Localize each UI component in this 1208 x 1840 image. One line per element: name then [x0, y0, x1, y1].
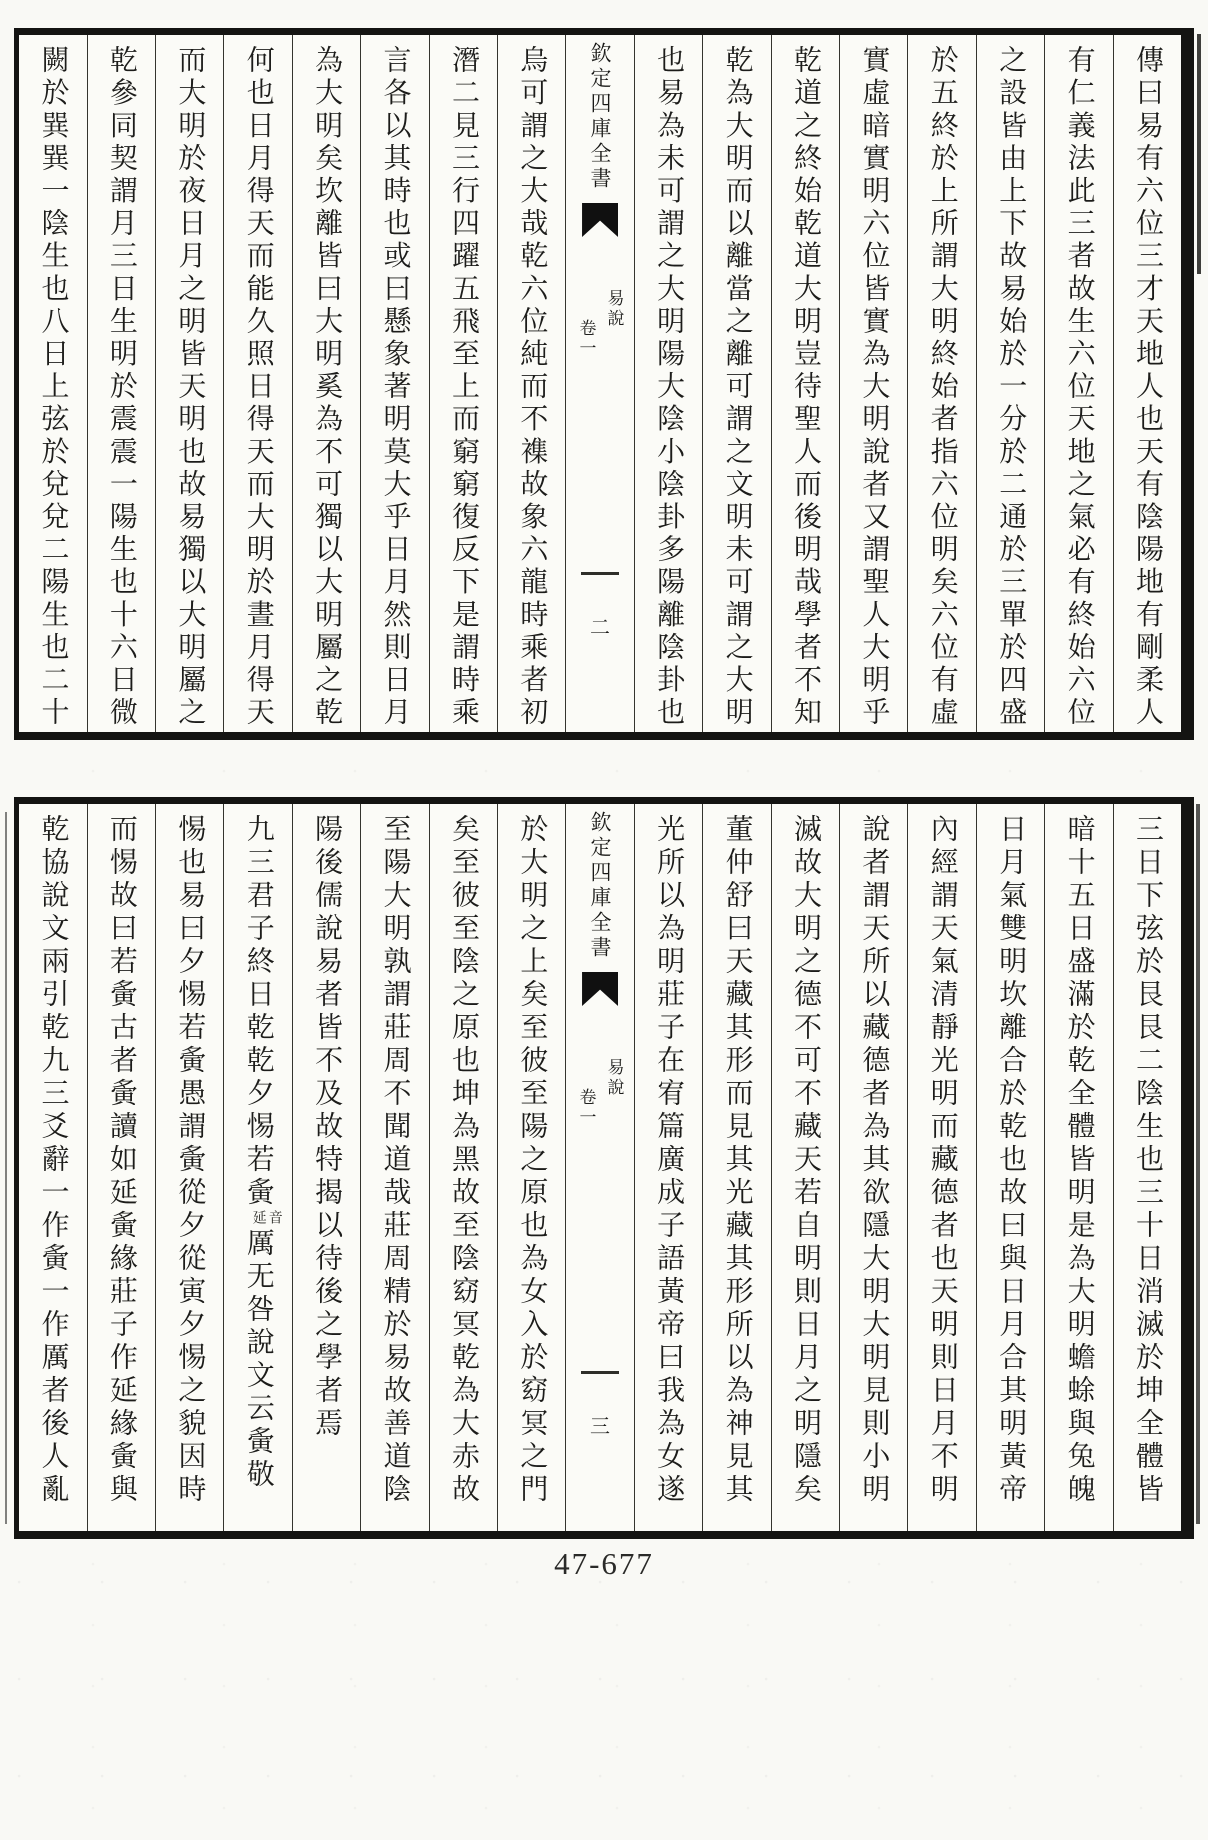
text-column	[88, 804, 156, 1531]
columns-container-lower	[19, 804, 1181, 1531]
text-column	[430, 35, 498, 732]
column-text: 於五終於上所謂大明終始者指六位明矣六位有虛	[926, 45, 960, 730]
text-column	[840, 35, 908, 732]
text-column	[772, 804, 840, 1531]
banxin-book-juan	[574, 289, 627, 359]
scan-artifact	[5, 812, 7, 1524]
column-text: 陽後儒說易者皆不及故特揭以待後之學者焉	[311, 814, 345, 1441]
column-text: 至陽大明孰謂莊周不聞道哉莊周精於易故善道陰	[379, 814, 413, 1507]
text-column	[908, 35, 976, 732]
column-text: 內經謂天氣清靜光明而藏德者也天明則日月不明	[926, 814, 960, 1507]
column-text: 有仁義法此三者故生六位天地之氣必有終始六位	[1063, 45, 1097, 730]
column-text: 為大明矣坎離皆曰大明奚為不可獨以大明屬之乾	[311, 45, 345, 730]
text-column	[224, 804, 292, 1531]
column-text: 日月氣雙明坎離合於乾也故曰與日月合其明黃帝	[995, 814, 1029, 1507]
page-block-upper	[14, 28, 1194, 740]
column-text: 乾參同契謂月三日生明於震震一陽生也十六日微	[105, 45, 139, 730]
column-text: 實虛暗實明六位皆實為大明說者又謂聖人大明乎	[858, 45, 892, 730]
column-text: 言各以其時也或曰懸象著明莫大乎日月然則日月	[379, 45, 413, 730]
text-column	[635, 35, 703, 732]
column-text: 乾協說文兩引乾九三爻辭一作夤一作厲者後人亂	[37, 814, 71, 1507]
column-text: 也易為未可謂之大明陽大陰小陰卦多陽離陰卦也	[653, 45, 687, 730]
text-column	[498, 804, 566, 1531]
fishtail-ornament	[582, 972, 618, 1006]
column-text: 滅故大明之德不可不藏天若自明則日月之明隱矣	[789, 814, 823, 1507]
text-column	[19, 35, 87, 732]
column-text: 董仲舒曰天藏其形而見其光藏其形所以為神見其	[721, 814, 755, 1507]
column-text: 闕於巽巽一陰生也八日上弦於兌兌二陽生也二十	[37, 45, 71, 730]
banxin-juan-label: 卷一	[575, 1088, 596, 1128]
folio-number: 47-677	[554, 1546, 654, 1581]
text-column	[361, 804, 429, 1531]
column-text: 暗十五日盛滿於乾全體皆明是為大明蟾蜍與兔魄	[1063, 814, 1097, 1507]
text-column	[703, 35, 771, 732]
text-column	[772, 35, 840, 732]
column-text: 九三君子終日乾乾夕惕若夤	[242, 814, 276, 1210]
text-column	[1045, 804, 1113, 1531]
text-column	[156, 804, 224, 1531]
text-column	[703, 804, 771, 1531]
text-column	[840, 804, 908, 1531]
column-text: 之設皆由上下故易始於一分於二通於三單於四盛	[995, 45, 1029, 730]
column-text: 光所以為明莊子在宥篇廣成子語黃帝曰我為女遂	[653, 814, 687, 1507]
text-column	[19, 804, 87, 1531]
banxin-leaf-number: 三	[590, 1414, 611, 1438]
column-text: 乾道之終始乾道大明豈待聖人而後明哉學者不知	[789, 45, 823, 730]
column-text: 矣至彼至陰之原也坤為黑故至陰窈冥乾為大赤故	[447, 814, 481, 1507]
text-column	[293, 35, 361, 732]
scan-artifact	[1196, 804, 1200, 1524]
scan-artifact	[1197, 34, 1201, 274]
column-text: 傳曰易有六位三才天地人也天有陰陽地有剛柔人	[1132, 45, 1165, 730]
column-text: 潛二見三行四躍五飛至上而窮窮復反下是謂時乘	[447, 45, 481, 730]
banxin-divider	[581, 572, 619, 575]
column-text: 說者謂天所以藏德者為其欲隱大明大明見則小明	[858, 814, 892, 1507]
banxin-series-title: 欽定四庫全書	[588, 42, 613, 192]
text-column	[635, 804, 703, 1531]
column-text: 於大明之上矣至彼至陽之原也為女入於窈冥之門	[516, 814, 550, 1507]
column-text: 而惕故曰若夤古者夤讀如延夤緣莊子作延緣夤與	[105, 814, 139, 1507]
text-column	[293, 804, 361, 1531]
banxin-column	[566, 35, 634, 732]
column-text-continued: 厲无咎說文云夤敬	[242, 1228, 276, 1492]
text-column	[498, 35, 566, 732]
text-column	[1114, 35, 1181, 732]
column-text: 何也日月得天而能久照日得天而大明於晝月得天	[242, 45, 276, 730]
banxin-divider	[581, 1371, 619, 1374]
fishtail-ornament	[582, 203, 618, 237]
column-text: 烏可謂之大哉乾六位純而不襍故象六龍時乘者初	[516, 45, 550, 730]
column-text: 而大明於夜日月之明皆天明也故易獨以大明屬之	[174, 45, 208, 730]
column-text: 三日下弦於艮艮二陰生也三十日消滅於坤全體皆	[1132, 814, 1165, 1507]
text-column	[1114, 804, 1181, 1531]
phonetic-gloss: 音延	[250, 1210, 283, 1225]
banxin-column	[566, 804, 634, 1531]
banxin-juan-label: 卷一	[575, 319, 596, 359]
page-block-lower	[14, 797, 1194, 1539]
banxin-book-title: 易說	[603, 289, 624, 329]
columns-container-upper	[19, 35, 1181, 732]
column-text: 乾為大明而以離當之離可謂之文明未可謂之大明	[721, 45, 755, 730]
banxin-book-juan	[574, 1058, 627, 1128]
column-text: 惕也易曰夕惕若夤愚謂夤從夕從寅夕惕之貌因時	[174, 814, 208, 1507]
text-column	[430, 804, 498, 1531]
text-column	[224, 35, 292, 732]
text-column	[361, 35, 429, 732]
text-column	[88, 35, 156, 732]
text-column	[1045, 35, 1113, 732]
banxin-leaf-number: 二	[590, 615, 611, 639]
text-column	[156, 35, 224, 732]
text-column	[977, 35, 1045, 732]
text-column	[977, 804, 1045, 1531]
banxin-series-title: 欽定四庫全書	[588, 811, 613, 961]
banxin-book-title: 易說	[603, 1058, 624, 1098]
text-column	[908, 804, 976, 1531]
